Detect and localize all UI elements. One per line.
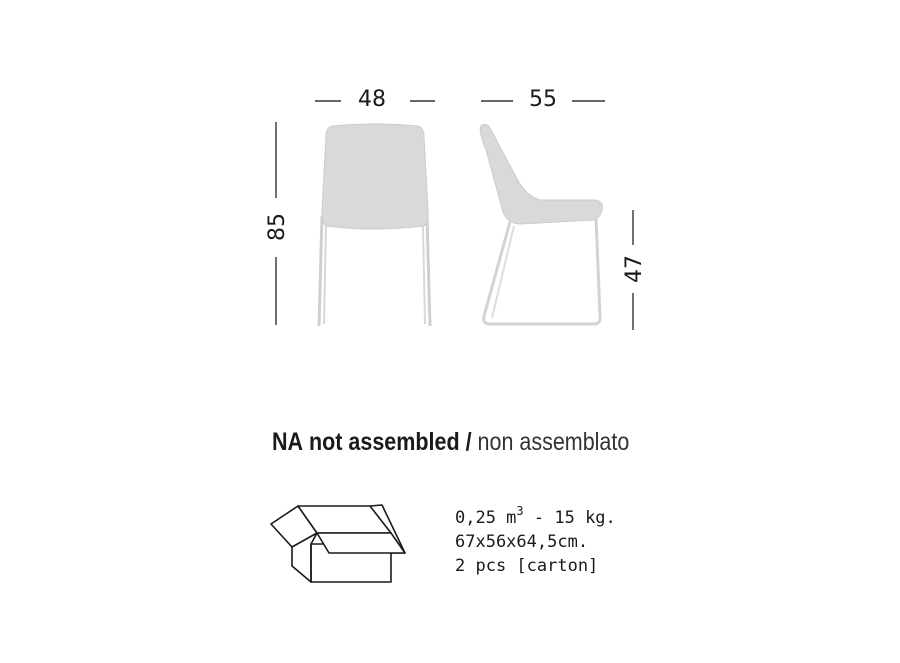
packaging-specs <box>455 506 616 578</box>
chair-front-view <box>319 124 430 326</box>
assembly-code: NA <box>272 428 304 456</box>
chair-side-view <box>480 124 602 324</box>
assembly-info <box>272 428 629 457</box>
volume-value: 0,25 m <box>455 508 517 528</box>
weight-value: - 15 kg. <box>523 508 616 528</box>
packaging-volume-weight <box>455 506 616 530</box>
assembly-separator: / <box>465 428 472 456</box>
packaging-box-size: 67x56x64,5cm. <box>455 532 589 552</box>
packaging-quantity: 2 pcs [carton] <box>455 556 599 576</box>
height-label: 85 <box>265 213 290 241</box>
box-icon <box>271 505 405 582</box>
assembly-label-en: not assembled <box>309 428 460 456</box>
width-label: 48 <box>358 87 386 112</box>
depth-label: 55 <box>529 87 557 112</box>
seat-height-label: 47 <box>622 255 647 283</box>
assembly-label-it: non assemblato <box>477 428 630 456</box>
volume-exponent: 3 <box>516 504 524 518</box>
